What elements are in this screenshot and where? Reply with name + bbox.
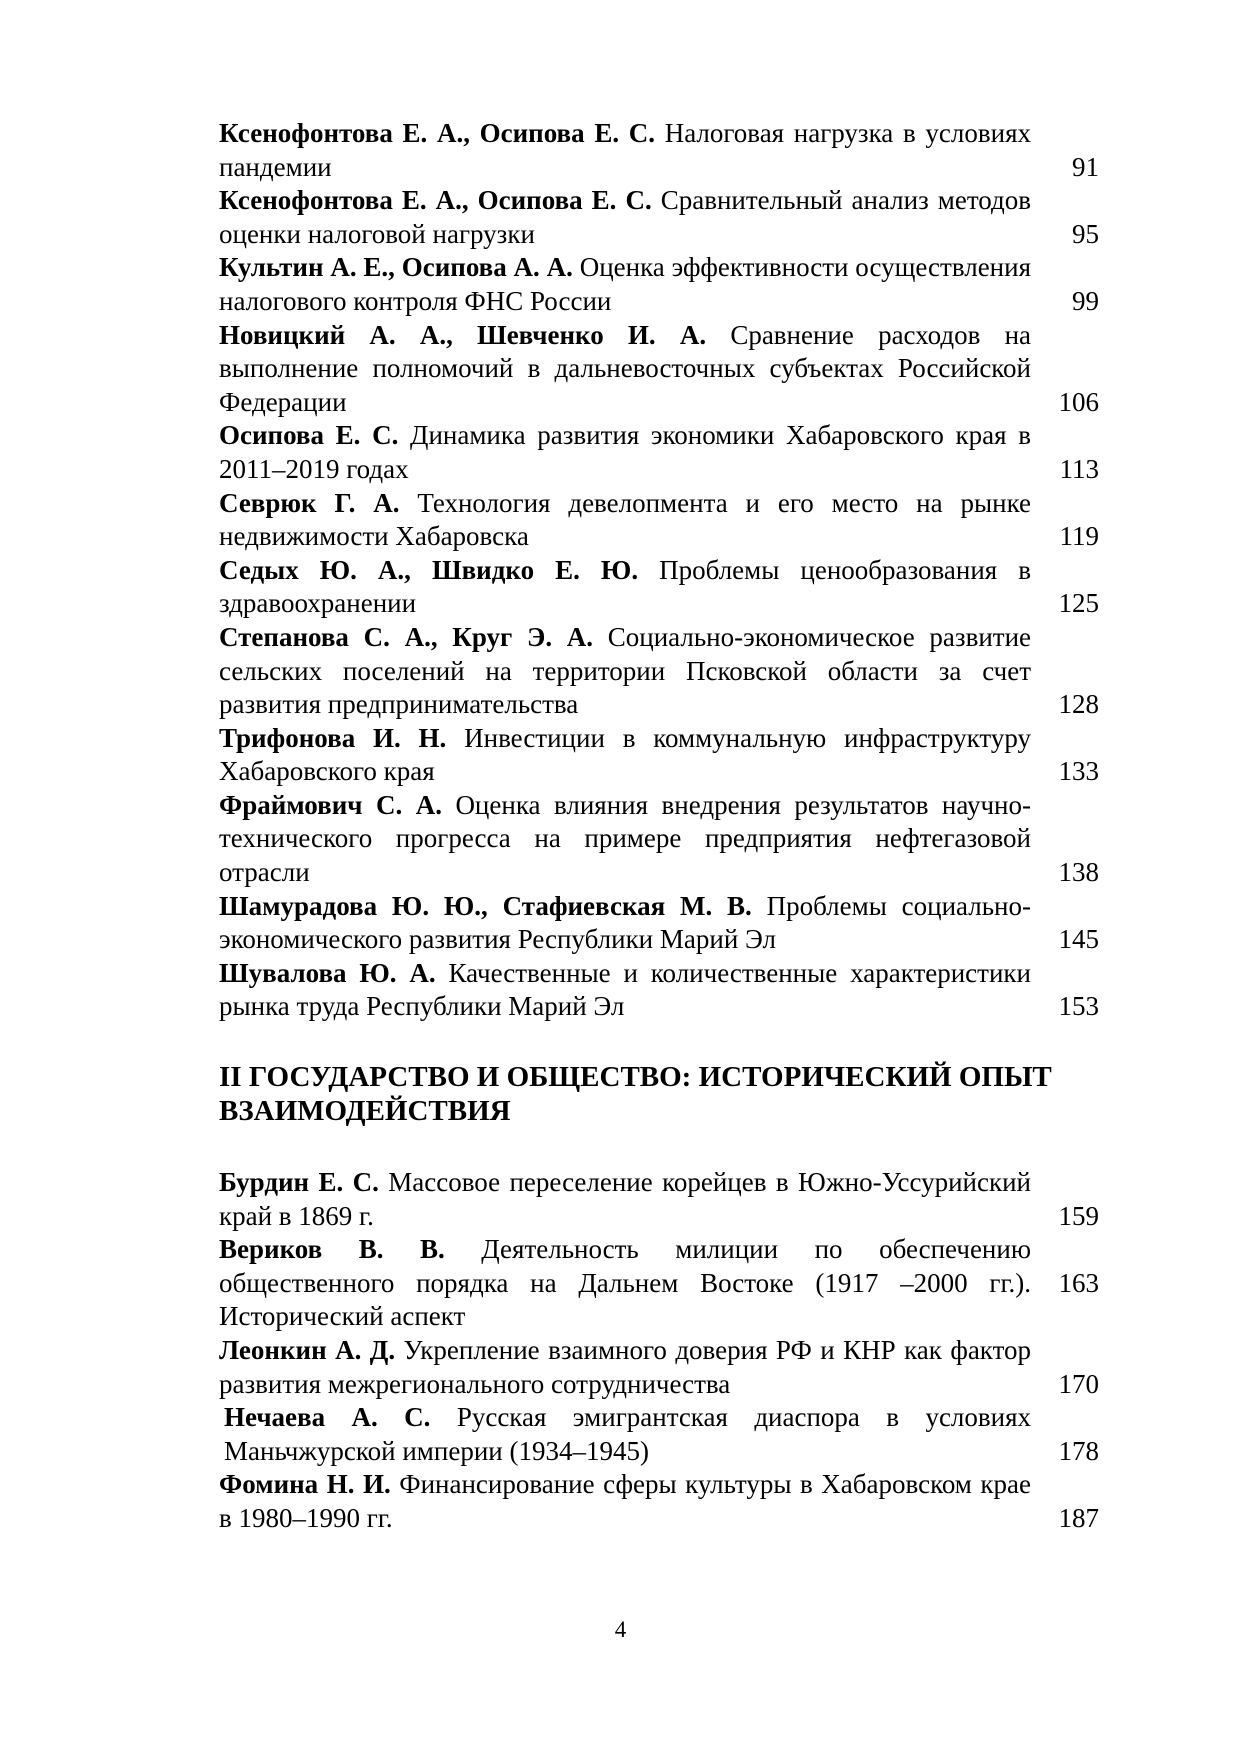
toc-entry-title: Русская эмигрантская диаспора в условиях Маньчжурской империи (1934–1945) bbox=[224, 1402, 1032, 1466]
toc-entry-page: 153 bbox=[1058, 991, 1099, 1022]
toc-entry-title: Налоговая нагрузка в условиях пандемии bbox=[219, 118, 1031, 182]
toc-entry bbox=[219, 789, 1099, 890]
toc-entry-page: 106 bbox=[1058, 386, 1099, 417]
toc-entry-title: Сравнительный анализ методов оценки налоговой нагрузки bbox=[219, 185, 1031, 249]
toc-entry-page: 113 bbox=[1059, 453, 1099, 484]
toc-entry bbox=[219, 554, 1099, 621]
toc-entry bbox=[219, 487, 1099, 554]
toc-entry bbox=[219, 1334, 1099, 1401]
toc-entry-title: Оценка влияния внедрения результатов научно-технического прогресса на примере предприятия нефтегазовой отрасли bbox=[219, 789, 1032, 888]
toc-entry-authors: Бурдин Е. С. bbox=[219, 1167, 379, 1198]
page-number: 4 bbox=[614, 1617, 627, 1642]
toc-entry-text bbox=[219, 554, 1031, 621]
toc-entry-page: 159 bbox=[1058, 1200, 1099, 1231]
toc-entry-page: 99 bbox=[1072, 285, 1099, 316]
toc-entry-text bbox=[219, 957, 1031, 1024]
toc-entry-title: Проблемы социально-экономического развития Республики Марий Эл bbox=[219, 890, 1031, 955]
toc-entry-authors: Севрюк Г. А. bbox=[219, 487, 400, 518]
toc-entry-authors: Осипова Е. С. bbox=[219, 420, 399, 451]
toc-entry-page: 119 bbox=[1059, 521, 1099, 552]
toc-entry-page: 138 bbox=[1058, 857, 1099, 888]
toc-entry-page: 91 bbox=[1072, 151, 1099, 182]
toc-entry-text bbox=[219, 890, 1031, 957]
toc-entry-title: Социально-экономическое развитие сельских поселений на территории Псковской области за счет развития предпринимательства bbox=[219, 621, 1031, 720]
toc-entry bbox=[219, 184, 1099, 251]
toc-entry bbox=[219, 1468, 1099, 1535]
toc-entry-text bbox=[219, 251, 1031, 318]
toc-entry-text bbox=[219, 722, 1031, 789]
toc-entry-title: Динамика развития экономики Хабаровского края в 2011–2019 годах bbox=[219, 420, 1031, 484]
toc-entry-authors: Леонкин А. Д. bbox=[219, 1335, 396, 1365]
toc-entry-page: 187 bbox=[1058, 1502, 1099, 1533]
toc-entry-authors: Трифонова И. Н. bbox=[219, 722, 447, 753]
toc-entry-authors: Фраймович С. А. bbox=[219, 789, 442, 820]
toc-entry-page: 145 bbox=[1058, 924, 1099, 955]
toc-entry-authors: Ксенофонтова Е. А., Осипова Е. С. bbox=[219, 185, 652, 216]
toc-entry-title: Деятельность милиции по обеспечению общественного порядка на Дальнем Востоке (1917 –2000 гг.). Исторический аспект bbox=[219, 1234, 1031, 1332]
toc-entry-authors: Вериков В. В. bbox=[219, 1234, 445, 1265]
toc-entry-title: Сравнение расходов на выполнение полномочий в дальневосточных субъектах Российской Федерации bbox=[219, 319, 1031, 417]
toc-entry bbox=[219, 1401, 1099, 1468]
toc-entry-text bbox=[219, 1401, 1031, 1468]
toc-entry-page: 163 bbox=[1058, 1267, 1099, 1298]
toc-entry-page: 125 bbox=[1058, 588, 1099, 619]
toc-entry-text bbox=[219, 1233, 1031, 1334]
toc-entry bbox=[219, 890, 1099, 957]
table-of-contents bbox=[219, 117, 1099, 1536]
toc-entry bbox=[219, 419, 1099, 486]
toc-entry bbox=[219, 1166, 1099, 1233]
toc-entry-text bbox=[219, 184, 1031, 251]
toc-entry bbox=[219, 251, 1099, 318]
toc-entry-title: Массовое переселение корейцев в Южно-Уссурийский край в 1869 г. bbox=[219, 1167, 1032, 1231]
toc-entry-page: 128 bbox=[1058, 689, 1099, 720]
toc-entry-authors: Шамурадова Ю. Ю., Стафиевская М. В. bbox=[219, 890, 752, 921]
toc-entry-title: Инвестиции в коммунальную инфраструктуру Хабаровского края bbox=[219, 722, 1032, 787]
section-heading: II ГОСУДАРСТВО И ОБЩЕСТВО: ИСТОРИЧЕСКИЙ ОПЫТ ВЗАИМОДЕЙСТВИЯ bbox=[219, 1061, 1052, 1128]
toc-entry-text bbox=[219, 487, 1031, 554]
toc-entry-page: 170 bbox=[1058, 1368, 1099, 1399]
toc-entry-text bbox=[219, 1166, 1031, 1233]
toc-entry-page: 95 bbox=[1072, 218, 1099, 249]
toc-entry-authors: Шувалова Ю. А. bbox=[219, 957, 436, 988]
toc-entry bbox=[219, 621, 1099, 722]
toc-entry-title: Проблемы ценообразования в здравоохранении bbox=[219, 554, 1031, 619]
toc-entry bbox=[219, 319, 1099, 420]
toc-entry-text bbox=[219, 319, 1031, 420]
toc-entry-text bbox=[219, 419, 1031, 486]
toc-entry-text bbox=[219, 1334, 1031, 1401]
toc-entry-authors: Культин А. Е., Осипова А. А. bbox=[219, 252, 573, 283]
toc-entry bbox=[219, 1233, 1099, 1334]
toc-entry-title: Качественные и количественные характеристики рынка труда Республики Марий Эл bbox=[219, 957, 1031, 1022]
toc-entry-title: Укрепление взаимного доверия РФ и КНР как фактор развития межрегионального сотрудничества bbox=[219, 1335, 1032, 1399]
toc-entry-page: 178 bbox=[1058, 1435, 1099, 1466]
toc-entry bbox=[219, 117, 1099, 184]
toc-entry-title: Технология девелопмента и его место на рынке недвижимости Хабаровска bbox=[219, 487, 1031, 552]
toc-entry-title: Оценка эффективности осуществления налогового контроля ФНС России bbox=[219, 252, 1031, 316]
toc-entry-authors: Ксенофонтова Е. А., Осипова Е. С. bbox=[219, 118, 656, 148]
toc-entry-text bbox=[219, 117, 1031, 184]
toc-entry-page: 133 bbox=[1058, 756, 1099, 787]
toc-entry bbox=[219, 722, 1099, 789]
toc-entry-authors: Фомина Н. И. bbox=[219, 1469, 391, 1500]
toc-entry-title: Финансирование сферы культуры в Хабаровском крае в 1980–1990 гг. bbox=[219, 1469, 1032, 1533]
toc-entry-authors: Новицкий А. А., Шевченко И. А. bbox=[219, 319, 707, 350]
toc-entry-authors: Нечаева А. С. bbox=[224, 1402, 431, 1433]
toc-entry-authors: Седых Ю. А., Швидко Е. Ю. bbox=[219, 554, 639, 585]
toc-entry-text bbox=[219, 1468, 1031, 1535]
toc-entry-authors: Степанова С. А., Круг Э. А. bbox=[219, 621, 594, 652]
toc-entry bbox=[219, 957, 1099, 1024]
toc-entry-text bbox=[219, 789, 1031, 890]
toc-entry-text bbox=[219, 621, 1031, 722]
